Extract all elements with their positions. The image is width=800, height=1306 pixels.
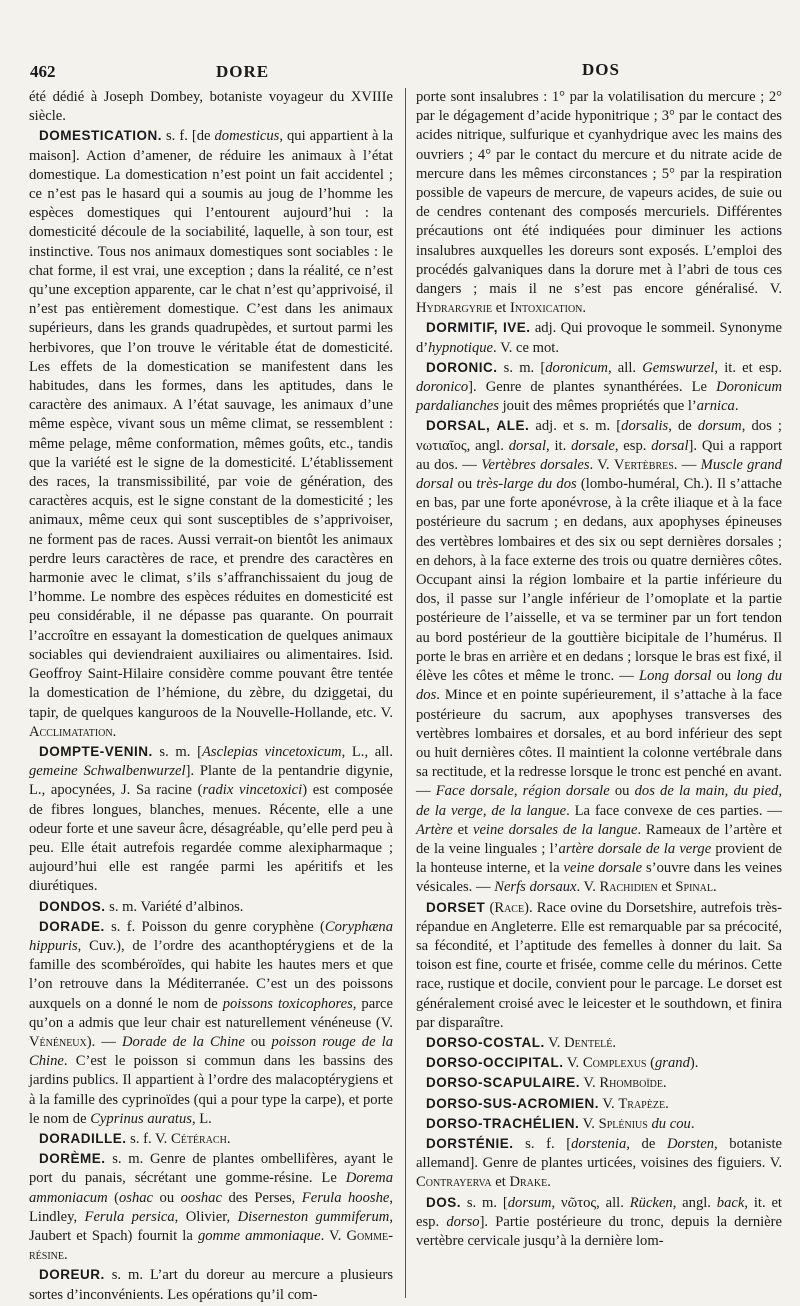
entry-text: , all. bbox=[607, 359, 643, 376]
entry-text: . V. bbox=[589, 456, 614, 473]
entry-text: . bbox=[612, 1034, 617, 1051]
entry-text: , esp. bbox=[614, 437, 652, 454]
italic-term: Muscle grand dorsal bbox=[416, 456, 782, 493]
italic-term: dorsal bbox=[508, 437, 547, 454]
entry-headword: DORSO-COSTAL. bbox=[426, 1034, 545, 1050]
entry-text: , angl. bbox=[672, 1194, 717, 1211]
entry-text: s. f. [de bbox=[162, 128, 215, 145]
cross-reference: Gomme-résine bbox=[29, 1227, 393, 1264]
entry-text: V. bbox=[599, 1095, 619, 1112]
entry-text: et bbox=[657, 879, 676, 896]
cross-reference: Vénéneux bbox=[29, 1033, 87, 1050]
entry-text: s. m. [ bbox=[152, 743, 202, 760]
entry-text: ]. Partie postérieure du tronc, depuis la dernière vertèbre cervicale jusqu’à la dernière lom- bbox=[416, 1213, 782, 1249]
italic-term: Coryphæna hippuris bbox=[29, 918, 393, 954]
entry-text: ]. Plante de la pentandrie digynie, L., apocynées, J. Sa racine ( bbox=[29, 763, 393, 799]
entry-text: V. bbox=[563, 1055, 583, 1072]
entry-text: . — bbox=[673, 456, 701, 473]
cross-reference: Intoxication bbox=[509, 300, 583, 317]
italic-term: dos de la main, du pied, de la verge, de la langue bbox=[416, 783, 782, 819]
entry-text: . bbox=[112, 723, 117, 740]
italic-term: Dorade de la Chine bbox=[122, 1033, 245, 1050]
italic-term: doronicum bbox=[545, 359, 608, 376]
italic-term: Dorema ammoniacum bbox=[29, 1170, 393, 1206]
entry-text: . bbox=[64, 1247, 68, 1264]
entry-text: ou bbox=[453, 476, 477, 493]
entry-text: et bbox=[452, 821, 473, 838]
entry-text: s. m. [ bbox=[497, 359, 546, 376]
italic-term: Ferula persica bbox=[84, 1208, 175, 1225]
cross-reference: Vertèbres bbox=[613, 456, 674, 473]
entry-text: ]. Qui a rapport au dos. — bbox=[416, 437, 783, 473]
cross-reference: Acclimatation bbox=[29, 723, 113, 740]
entry-text: et bbox=[492, 300, 510, 317]
entry-text: . bbox=[226, 1130, 231, 1147]
entry-text: ( bbox=[107, 1189, 119, 1206]
entry-text: , Lindley, bbox=[29, 1189, 393, 1225]
italic-term: gomme ammoniaque bbox=[197, 1227, 321, 1244]
dictionary-entry bbox=[29, 917, 393, 1129]
entry-headword: DORONIC. bbox=[426, 359, 498, 375]
italic-term: Nerfs dorsaux bbox=[494, 879, 577, 896]
entry-text: ). bbox=[689, 1055, 699, 1072]
entry-headword: DORÈME. bbox=[39, 1151, 106, 1167]
italic-term: Dorsten bbox=[666, 1135, 714, 1152]
dictionary-entry bbox=[29, 897, 393, 917]
cross-reference: Drake bbox=[509, 1174, 548, 1191]
entry-text: provient de la honteuse interne, et la bbox=[416, 840, 782, 877]
entry-headword: DOMESTICATION. bbox=[39, 128, 162, 144]
italic-term: dorsal bbox=[651, 437, 689, 454]
italic-term: ooshac bbox=[180, 1189, 222, 1206]
entry-headword: DORSO-SUS-ACROMIEN. bbox=[426, 1095, 600, 1111]
entry-text: , L. bbox=[191, 1110, 212, 1127]
italic-term: très-large du dos bbox=[476, 476, 577, 493]
entry-text: . La face convexe de ces parties. — bbox=[566, 802, 782, 819]
entry-text: . Mince et en pointe supérieurement, il s’attache à la face postérieure du sacrum, aux apophyses transverses des vertèbres lombaires et dorsales, et au bord inférieur des sept ou huit dernières côtes. Il maintient la colonne vertébrale dans sa rectitude, et la redresse lorsque le tronc est penché en avant. — bbox=[416, 687, 782, 800]
dictionary-entry bbox=[29, 126, 393, 742]
italic-term: Rücken bbox=[629, 1194, 673, 1211]
left-column bbox=[29, 88, 393, 1305]
italic-term: Long dorsal bbox=[639, 668, 712, 685]
entry-text: . bbox=[582, 300, 587, 317]
italic-term: poisson rouge de la Chine bbox=[29, 1033, 393, 1070]
continued-paragraph bbox=[416, 88, 782, 318]
italic-term: dorstenia bbox=[571, 1135, 627, 1152]
cross-reference: Contrayerva bbox=[416, 1174, 492, 1191]
entry-text: s. m. L’art du doreur au mercure a plusieurs sortes d’inconvénients. Les opérations qu’il com- bbox=[29, 1267, 393, 1303]
continued-paragraph bbox=[29, 88, 393, 126]
italic-term: dorsum bbox=[507, 1194, 552, 1211]
italic-term: gemeine Schwalbenwurzel bbox=[29, 763, 186, 780]
entry-text: , it. et esp. bbox=[714, 359, 782, 376]
cross-reference: Rachidien bbox=[599, 879, 658, 896]
italic-term: hypnotique bbox=[428, 339, 494, 356]
column-divider bbox=[405, 88, 406, 1298]
entry-text: ( bbox=[646, 1055, 655, 1072]
entry-text: adj. Qui provoque le sommeil. Synonyme d’ bbox=[416, 320, 782, 356]
entry-text: adj. et s. m. [ bbox=[529, 418, 622, 435]
italic-term: dorsum bbox=[697, 418, 742, 435]
entry-text: . bbox=[734, 398, 739, 415]
entry-headword: DORSO-TRACHÉLIEN. bbox=[426, 1115, 580, 1131]
italic-term: arnica bbox=[696, 398, 735, 415]
dictionary-entry bbox=[29, 742, 393, 897]
entry-text: s’ouvre dans les veines vésicales. — bbox=[416, 860, 782, 896]
entry-text: ). — bbox=[86, 1033, 123, 1050]
italic-term: Cyprinus auratus bbox=[90, 1110, 192, 1127]
dictionary-entry bbox=[416, 318, 782, 357]
italic-term: doronico bbox=[416, 379, 469, 396]
entry-text: . V. ce mot. bbox=[493, 339, 559, 356]
entry-text: s. f. [ bbox=[513, 1135, 572, 1152]
cross-reference: Dentelé bbox=[564, 1034, 613, 1051]
entry-text: . V. bbox=[320, 1227, 347, 1244]
dictionary-entry bbox=[416, 1134, 782, 1193]
entry-text: ou bbox=[609, 783, 635, 800]
right-column bbox=[416, 88, 782, 1251]
entry-text: s. m. [ bbox=[461, 1194, 508, 1211]
entry-text: ou bbox=[153, 1189, 181, 1206]
running-head-left: DORE bbox=[216, 62, 270, 81]
italic-term: Doronicum pardalianches bbox=[416, 379, 782, 415]
entry-headword: DOREUR. bbox=[39, 1267, 105, 1283]
entry-text: , νῶτος, all. bbox=[551, 1194, 630, 1211]
italic-term: long du dos bbox=[416, 668, 783, 704]
italic-term: Vertèbres dorsales bbox=[481, 456, 590, 473]
cross-reference: Complexus bbox=[582, 1055, 647, 1072]
cross-reference: Trapèze bbox=[618, 1095, 666, 1112]
entry-text: , de bbox=[626, 1135, 667, 1152]
entry-text: V. bbox=[544, 1034, 565, 1051]
entry-text: ou bbox=[711, 668, 737, 685]
entry-text: V. bbox=[580, 1075, 600, 1092]
entry-headword: DORSO-SCAPULAIRE. bbox=[426, 1075, 581, 1091]
italic-term: région dorsale bbox=[522, 783, 610, 800]
entry-text: ( bbox=[485, 899, 495, 916]
entry-text: porte sont insalubres : 1° par la volatilisation du mercure ; 2° par le dégagement d’acide hyponitrique ; 3° par le contact des acides nitrique, sulfurique et cyanhydrique avec les mains des ouvriers ; 4° par le contact du mercure et du nitrate acide de mercure dans les mêmes circonstances ; 5° par la respiration possible de vapeurs de mercure, de vapeurs acides, de suie ou de cendres contenant des composés mercuriels. Différentes précautions ont été indiquées pour diminuer les actions insalubres auxquelles les doreurs sont exposés. L’emploi des procédés galvaniques dans la dorure met à l’abri de tous ces dangers ; mais il ne s’est pas encore généralisé. V. bbox=[416, 89, 782, 298]
entry-headword: DOMPTE-VENIN. bbox=[39, 743, 153, 759]
italic-term: Gemswurzel bbox=[642, 359, 715, 376]
entry-text: s. m. Variété d’albinos. bbox=[105, 898, 244, 915]
cross-reference: Splénius bbox=[598, 1115, 648, 1132]
cross-reference: Spinal bbox=[675, 879, 713, 896]
entry-text: . bbox=[690, 1115, 695, 1132]
entry-text: . bbox=[665, 1095, 669, 1112]
dictionary-entry bbox=[416, 358, 782, 417]
dictionary-entry bbox=[416, 1094, 782, 1114]
cross-reference: Race bbox=[494, 899, 525, 916]
entry-headword: DORSTÉNIE. bbox=[426, 1135, 514, 1151]
entry-text: , it. et esp. bbox=[416, 1194, 782, 1230]
running-head-right: DOS bbox=[582, 60, 620, 79]
entry-text: ). Race ovine du Dorsetshire, autrefois très-répandue en Angleterre. Elle est remarquable par sa précocité, sa fécondité, et l’aptitude des femelles à donner du lait. Sa toison est fine, courte et frisée, comme celle du mérinos. Cette race, rustique et docile, convient pour le parcage. Le dorset est généralement croisé avec le leicester et le southdown, et finira par disparaître. bbox=[416, 899, 782, 1031]
entry-text: , botaniste allemand]. Genre de plantes urticées, voisines des figuiers. V. bbox=[416, 1135, 782, 1172]
entry-text: , de bbox=[668, 418, 698, 435]
dictionary-entry bbox=[416, 1053, 782, 1073]
dictionary-entry bbox=[29, 1129, 393, 1149]
page-header bbox=[30, 62, 782, 84]
italic-term: Face dorsale bbox=[435, 783, 514, 800]
italic-term: oshac bbox=[118, 1189, 154, 1206]
entry-text: ) est composée de fibres longues, blanches, menues. Récente, elle a une odeur forte et une saveur âcre, désagréable, qu’elle perd peu à peu. Elle était autrefois regardée comme alexipharmaque ; aujourd’hui elle est rangée parmi les apéritifs et les diurétiques. bbox=[29, 782, 393, 895]
entry-text: , parce qu’on a admis que leur chair est naturellement vénéneuse (V. bbox=[29, 995, 394, 1031]
italic-term: Artère bbox=[416, 821, 453, 838]
dictionary-entry bbox=[29, 1265, 393, 1304]
entry-headword: DORADE. bbox=[39, 918, 105, 934]
entry-text: XVIIIe bbox=[350, 89, 393, 105]
entry-text: s. f. V. bbox=[126, 1130, 171, 1147]
entry-headword: DORADILLE. bbox=[39, 1130, 127, 1146]
entry-text: . bbox=[662, 1075, 667, 1092]
entry-text: et bbox=[491, 1174, 510, 1191]
italic-term: Diserneston gummiferum bbox=[237, 1208, 390, 1225]
entry-text: été dédié à Joseph Dombey, botaniste voyageur du bbox=[29, 89, 351, 105]
dictionary-entry bbox=[416, 1073, 782, 1093]
entry-text: jouit des mêmes propriétés que l’ bbox=[498, 398, 697, 415]
italic-term: poissons toxicophores bbox=[222, 995, 353, 1012]
entry-text: . C’est le poisson si commun dans les bassins des jardins publics. Il appartient à l’ordre des malacoptérygiens et à la famille des cyprinoïdes (qui a pour type la carpe), et porte le nom de bbox=[29, 1053, 393, 1127]
entry-text: . bbox=[712, 879, 717, 896]
italic-term: du cou bbox=[651, 1115, 691, 1132]
entry-text: V. bbox=[579, 1115, 599, 1132]
italic-term: back bbox=[716, 1194, 745, 1211]
cross-reference: Cétérach bbox=[170, 1130, 227, 1147]
entry-text: . bbox=[547, 1174, 551, 1191]
dictionary-entry bbox=[416, 1033, 782, 1053]
entry-headword: DOS. bbox=[426, 1194, 462, 1210]
dictionary-entry bbox=[416, 1193, 782, 1252]
italic-term: Asclepias vincetoxicum bbox=[201, 743, 342, 760]
dictionary-entry bbox=[416, 1114, 782, 1134]
dictionary-entry bbox=[29, 1149, 393, 1265]
italic-term: veine dorsales de la langue bbox=[472, 821, 638, 838]
italic-term: grand bbox=[655, 1055, 690, 1072]
entry-headword: DORSO-OCCIPITAL. bbox=[426, 1055, 564, 1071]
entry-text: des Perses, bbox=[221, 1189, 302, 1206]
italic-term: dorsale bbox=[571, 437, 615, 454]
entry-text: s. f. Poisson du genre coryphène ( bbox=[104, 918, 325, 935]
cross-reference: Rhomboïde bbox=[599, 1075, 663, 1092]
entry-text: . V. bbox=[576, 879, 600, 896]
italic-term: veine dorsale bbox=[563, 860, 643, 877]
entry-headword: DORSET bbox=[426, 899, 486, 915]
entry-text: ou bbox=[244, 1033, 272, 1050]
entry-headword: DONDOS. bbox=[39, 898, 106, 914]
entry-text: , bbox=[513, 783, 523, 800]
entry-headword: DORSAL, ALE. bbox=[426, 418, 530, 434]
entry-text: , L., all. bbox=[341, 743, 393, 760]
dictionary-entry bbox=[416, 898, 782, 1033]
entry-text: ]. Genre de plantes synanthérées. Le bbox=[468, 379, 717, 396]
italic-term: artère dorsale de la verge bbox=[558, 840, 712, 857]
entry-text: . Rameaux de l’artère et de la veine linguales ; l’ bbox=[416, 821, 782, 857]
entry-text: , Cuv.), de l’ordre des acanthoptérygiens et de la famille des scombéroïdes, qui habite les hautes mers et que l’on retrouve dans la Méditerranée. C’est un des poissons auxquels on a donné le nom de bbox=[29, 937, 393, 1012]
entry-headword: DORMITIF, IVE. bbox=[426, 320, 531, 336]
italic-term: domesticus bbox=[214, 128, 280, 145]
entry-text: , it. bbox=[546, 437, 572, 454]
entry-text: , dos ; νωτιαῖος, angl. bbox=[416, 418, 782, 454]
entry-text: , qui appartient à la maison]. Action d’amener, de réduire les animaux à l’état domestique. La domestication n’est point un fait accidentel ; ce n’est pas le hasard qui a soumis au joug de l’homme les espèces domestiques qui l’entourent aujourd’hui : la domesticité découle de la sociabilité, laquelle, à son tour, est instinctive. Tous nos animaux domestiques sont sociables : le chat forme, il est vrai, une exception ; dans la réalité, ce n’est qu’une exception apparente, car le chat n’est qu’apprivoisé, il n’est pas entièrement domestique. C’est dans les animaux supérieurs, dans les grands quadrupèdes, et surtout parmi les herbivores, que l’on trouve le véritable état de domesticité. Les effets de la domestication se manifestent dans les habitudes, dans les formes, dans les aptitudes, dans le caractère des animaux. A l’état sauvage, les animaux d’une même espèce, vivant sous un même climat, se ressemblent : même pelage, même conformation, mêmes goûts, etc., tandis que la variété est le signe de la domesticité. L’établissement des races, la transmissibilité, par voie de génération, des caractères acquis, est le signe constant de la domesticité ; les animaux, même ceux qui sont susceptibles de s’apprivoiser, ne forment pas de races. Aussi verrait-on bientôt les animaux perdre leurs caractères de race, et prendre des caractères en harmonie avec le climat, s’ils s’affranchissaient du joug de l’homme. Le nombre des espèces réduites en domesticité est peu considérable, il ne dépasse pas quarante. On pourrait l’accroître en essayant la domestication de quelques animaux sociables qui deviendraient auxiliaires ou alimentaires. Isid. Geoffroy Saint-Hilaire considère comme pouvant être tentée la domestication de l’hémione, du zèbre, du dziggetai, du tapir, de quelques kanguroos de la Nouvelle-Hollande, etc. V. bbox=[29, 128, 393, 721]
entry-text: , Jaubert et Spach) fournit la bbox=[29, 1208, 393, 1244]
dictionary-entry bbox=[416, 416, 782, 897]
entry-text: siècle. bbox=[29, 108, 66, 125]
entry-text: (lombo-huméral, Ch.). Il s’attache en bas, par une forte aponévrose, à la crête iliaque et à la face postérieure du sacrum ; en dedans, aux apophyses épineuses des vertèbres lombaires et des six ou sept dernières dorsales ; en dehors, à la face externe des trois ou quatre dernières côtes. Occupant ainsi la région lombaire et la partie inférieure du dos, il passe sur l’angle inférieur de l’omoplate et la partie postérieure de l’aisselle, et va se terminer par un fort tendon au bord postérieur de la gouttière bicipitale de l’humérus. Il porte le bras en arrière et en dedans ; lorsque le bras est fixé, il élève les côtes et même le tronc. — bbox=[416, 476, 783, 685]
entry-text: s. m. Genre de plantes ombellifères, ayant le port du panais, sécrétant une gomme-résine. Le bbox=[29, 1151, 393, 1187]
page-number: 462 bbox=[30, 62, 56, 81]
entry-text: , Olivier, bbox=[174, 1208, 238, 1225]
italic-term: radix vincetoxici bbox=[202, 782, 303, 799]
italic-term: dorsalis bbox=[621, 418, 669, 435]
cross-reference: Hydrargyrie bbox=[416, 300, 493, 317]
italic-term: Ferula hooshe bbox=[301, 1189, 390, 1206]
italic-term: dorso bbox=[446, 1213, 480, 1230]
